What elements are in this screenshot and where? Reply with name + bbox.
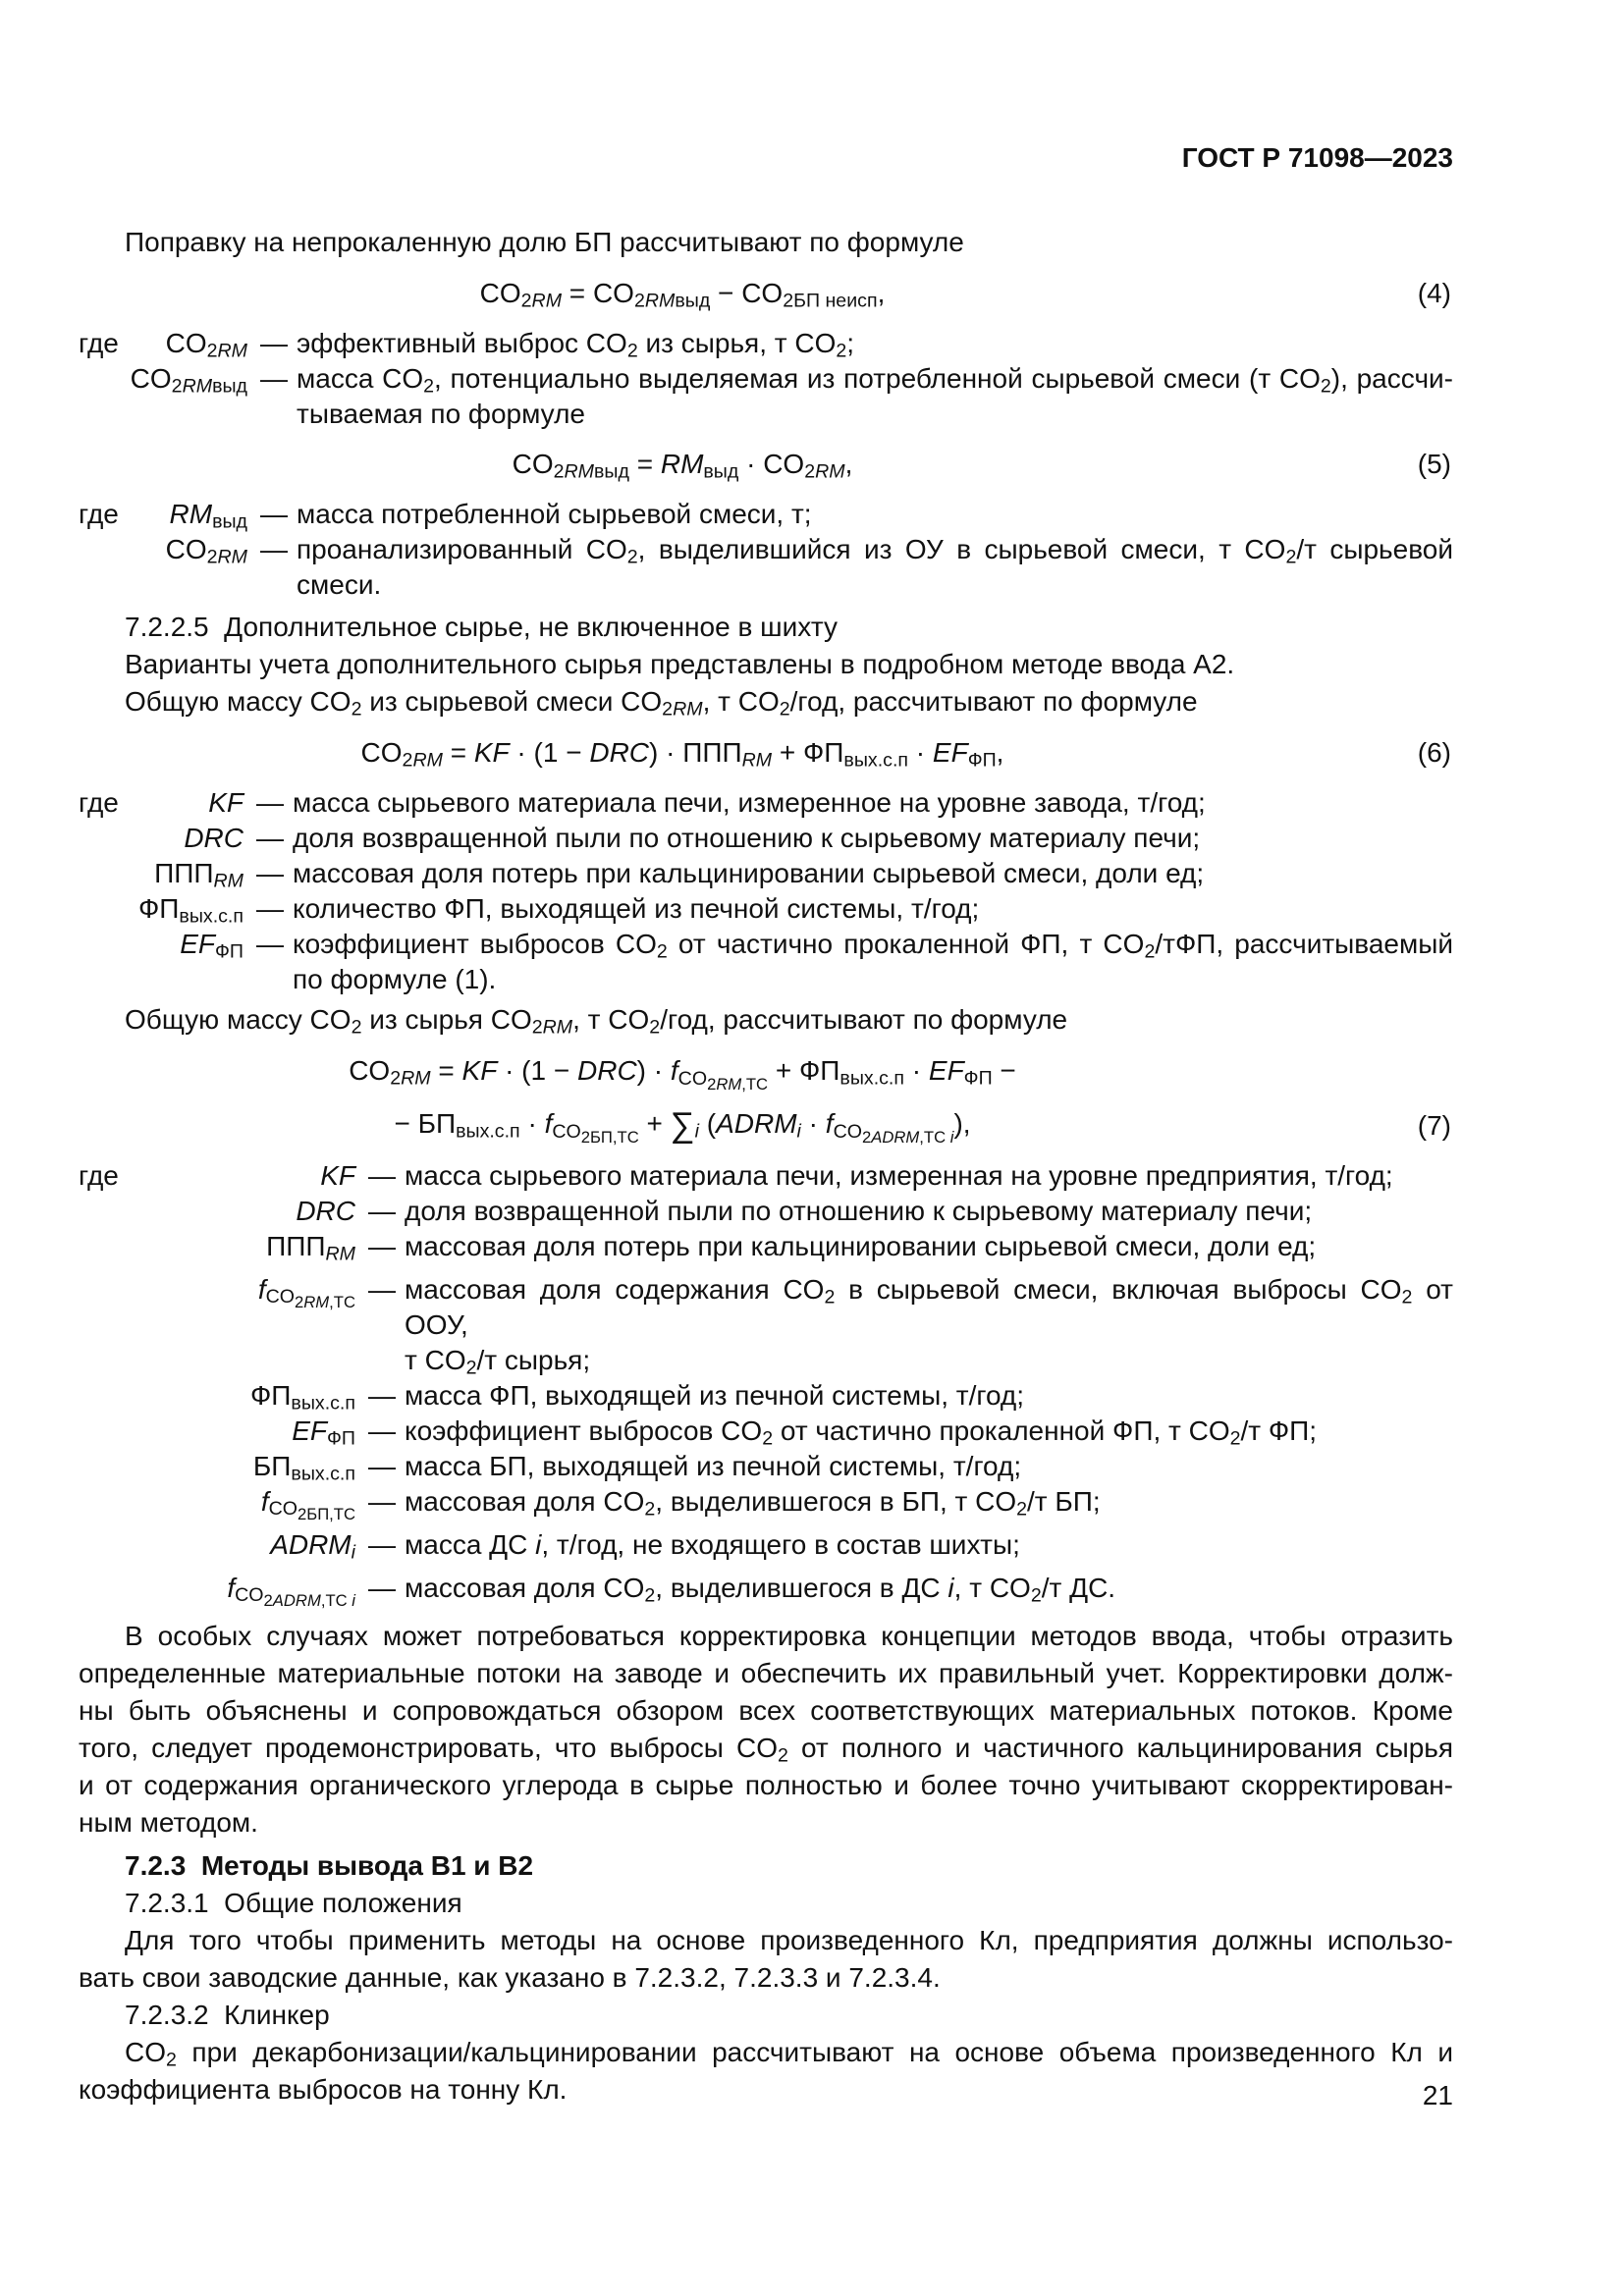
definition-text — [355, 1527, 1453, 1563]
term-symbol: $CO_{2RMвыд}$ — [130, 363, 247, 398]
paragraph-line: вать свои заводские данные, как указано в 7.2.3.2, 7.2.3.3 и 7.2.3.4. — [79, 1961, 941, 1993]
definition-row — [79, 1158, 1453, 1194]
definition-list-formula-7 — [79, 1158, 1454, 1611]
paragraph-line: коэффициента выбросов на тонну Кл. — [79, 2073, 568, 2105]
where-label: где — [79, 1159, 119, 1191]
term-symbol: $f_{CO_{2ADRM,ТС i}}$ — [227, 1572, 355, 1611]
definition-term — [79, 1484, 355, 1524]
definition-row — [79, 1414, 1453, 1449]
formula-6 — [79, 734, 1453, 772]
formula-7-line-2: − $БП_{вых.с.п} \cdot f_{CO_{2БП,ТС}} + \sum_i$ $(ADRM_i \cdot f_{CO_{2ADRM,ТС i}})$, — [394, 1105, 971, 1147]
term-symbol: $ППП_{RM}$ — [154, 858, 244, 892]
paragraph-line: Для того чтобы применить методы на основе произведенного Кл, предприятия должны использо- — [125, 1924, 1453, 1955]
formula-4-number: (4) — [1417, 278, 1451, 308]
dash-separator: — — [368, 1379, 396, 1411]
definition-line: масса ФП, выходящей из печной системы, т/год; — [405, 1379, 1025, 1411]
definition-line: доля возвращенной пыли по отношению к сырьевому материалу печи; — [293, 823, 1201, 853]
term-symbol: $ADRM_i$ — [270, 1528, 355, 1564]
page-number: 21 — [1422, 2080, 1453, 2110]
definition-row — [79, 1194, 1453, 1229]
definition-line: т $CO_2/т$ сырья; — [405, 1344, 591, 1379]
formula-7-line-1: $CO_{2RM}$ = KF · $(1 - DRC) \cdot f_{CO_{2RM,ТС}} + ФП_{вых.с.п} \cdot EF_{ФП}$ − — [349, 1055, 1016, 1094]
definition-term — [79, 1571, 355, 1611]
definition-term — [79, 497, 247, 532]
definition-term — [79, 821, 244, 856]
definition-term — [79, 1272, 355, 1378]
dash-separator: — — [256, 823, 284, 853]
definition-text — [355, 1571, 1453, 1606]
definition-line: по формуле (1). — [293, 964, 497, 994]
definition-term — [79, 1527, 355, 1563]
paragraph-line: В особых случаях может потребоваться корректировка концепции методов ввода, чтобы отразить — [125, 1620, 1453, 1651]
dash-separator: — — [368, 1415, 396, 1446]
definition-text — [355, 1484, 1453, 1520]
definition-list-formula-4 — [79, 326, 1453, 432]
definition-list-formula-5 — [79, 497, 1453, 603]
term-symbol: $EF_{ФП}$ — [180, 929, 244, 963]
formula-4-expression: $CO_{2RM} = CO_{2RMвыд} - CO_{2БП неисп}$, — [479, 278, 886, 312]
definition-row — [79, 1449, 1453, 1484]
term-symbol: KF — [320, 1159, 355, 1191]
definition-row — [79, 1272, 1453, 1378]
term-symbol: $ФП_{вых.с.п}$ — [137, 893, 244, 928]
definition-text — [247, 361, 1453, 432]
formula-5-number: (5) — [1417, 449, 1451, 479]
definition-row — [79, 532, 1453, 603]
term-symbol: $ФП_{вых.с.п}$ — [249, 1379, 355, 1415]
definition-text — [355, 1414, 1453, 1449]
dash-separator: — — [368, 1230, 396, 1261]
definition-row — [79, 927, 1453, 997]
dash-separator: — — [368, 1450, 396, 1481]
definition-line: смеси. — [297, 569, 382, 600]
definition-text — [355, 1378, 1453, 1414]
paragraph-methods-b — [79, 1922, 1453, 1997]
paragraph-line: того, следует продемонстрировать, что выбросы $CO_2$ от полного и частичного кальцинирования сырья — [79, 1732, 1454, 1767]
paragraph-intro: Поправку на непрокаленную долю БП рассчитывают по формуле — [125, 227, 964, 257]
definition-line: проанализированный $CO_2$, выделившийся из ОУ в сырьевой смеси, т $CO_2/т$ сырьевой — [297, 534, 1453, 568]
term-symbol: KF — [208, 787, 244, 818]
definition-text — [247, 497, 1453, 532]
definition-row — [79, 856, 1453, 891]
paragraph-line: ны быть объяснены и сопровождаться обзором всех соответствующих материальных потоков. Кроме — [79, 1694, 1453, 1726]
definition-line: массовая доля потерь при кальцинировании сырьевой смеси, доли ед; — [405, 1230, 1317, 1261]
definition-line: эффективный выброс $CO_2$ из сырья, т $CO_2$; — [297, 328, 855, 362]
heading-7-2-2-5: 7.2.2.5 Дополнительное сырье, не включенное в шихту — [125, 612, 839, 642]
dash-separator: — — [256, 858, 284, 888]
heading-7-2-3-1: 7.2.3.1 Общие положения — [125, 1887, 462, 1918]
definition-term — [79, 1449, 355, 1484]
definition-text — [247, 532, 1453, 603]
dash-separator: — — [368, 1273, 396, 1305]
definition-term — [79, 361, 247, 432]
term-symbol: $БП_{вых.с.п}$ — [252, 1450, 355, 1485]
formula-5 — [79, 446, 1453, 483]
definition-line: масса потребленной сырьевой смеси, т; — [297, 499, 812, 529]
where-label: где — [79, 499, 119, 529]
formula-5-expression: $CO_{2RMвыд} = RM_{выд} \cdot CO_{2RM}$, — [512, 449, 853, 483]
definition-row — [79, 821, 1453, 856]
paragraph-line: ным методом. — [79, 1806, 258, 1838]
definition-term — [79, 1378, 355, 1414]
definition-line: доля возвращенной пыли по отношению к сырьевому материалу печи; — [405, 1195, 1313, 1226]
heading-7-2-3-2: 7.2.3.2 Клинкер — [125, 1999, 330, 2030]
term-symbol: $ППП_{RM}$ — [266, 1230, 355, 1265]
term-symbol: $f_{CO_{2БП,ТС}}$ — [260, 1485, 355, 1524]
definition-row — [79, 497, 1453, 532]
definition-line: масса сырьевого материала печи, измеренное на уровне завода, т/год; — [293, 787, 1206, 818]
definition-row — [79, 785, 1453, 821]
definition-line: количество ФП, выходящей из печной системы, т/год; — [293, 893, 980, 924]
formula-6-number: (6) — [1417, 737, 1451, 768]
dash-separator: — — [256, 929, 284, 959]
definition-text — [355, 1158, 1453, 1194]
definition-row — [79, 1571, 1453, 1611]
definition-term — [79, 1158, 355, 1194]
definition-text — [355, 1229, 1453, 1264]
definition-term — [79, 785, 244, 821]
definition-line: коэффициент выбросов $CO_2$ от частично прокаленной ФП, т $CO_2$/тФП, рассчитываемый — [293, 929, 1453, 963]
dash-separator: — — [256, 893, 284, 924]
definition-text — [244, 821, 1453, 856]
definition-text — [244, 891, 1453, 927]
paragraph-formula-7-intro: Общую массу $CO_2$ из сырья $CO_{2RM}$, т $CO_2$/год, рассчитывают по формуле — [125, 1004, 1068, 1039]
formula-7-number: (7) — [1417, 1109, 1451, 1141]
definition-line: массовая доля $CO_2$, выделившегося в ДС i, т $CO_2/т$ ДС. — [405, 1572, 1116, 1607]
term-symbol: DRC — [296, 1195, 355, 1226]
heading-7-2-3: 7.2.3 Методы вывода В1 и В2 — [125, 1849, 534, 1881]
dash-separator: — — [368, 1159, 396, 1191]
definition-line: коэффициент выбросов $CO_2$ от частично прокаленной ФП, т $CO_2/т$ ФП; — [405, 1415, 1318, 1450]
definition-line: масса $CO_2$, потенциально выделяемая из потребленной сырьевой смеси (т $CO_2$), рассчи- — [297, 363, 1453, 398]
definition-term — [79, 326, 247, 361]
definition-line: тываемая по формуле — [297, 399, 585, 429]
definition-line: массовая доля потерь при кальцинировании сырьевой смеси, доли ед; — [293, 858, 1205, 888]
definition-list-formula-6 — [79, 785, 1453, 997]
definition-text — [355, 1272, 1453, 1378]
definition-row — [79, 1378, 1453, 1414]
document-code: ГОСТ Р 71098—2023 — [1181, 142, 1453, 173]
definition-term — [79, 856, 244, 891]
definition-line: масса сырьевого материала печи, измеренная на уровне предприятия, т/год; — [405, 1159, 1393, 1191]
definition-text — [244, 856, 1453, 891]
paragraph-clinker — [79, 2034, 1453, 2109]
formula-7 — [79, 1052, 1453, 1145]
definition-text — [247, 326, 1453, 361]
dash-separator: — — [368, 1572, 396, 1603]
definition-line: масса БП, выходящей из печной системы, т/год; — [405, 1450, 1022, 1481]
paragraph-line: и от содержания органического углерода в сырье полностью и более точно учитывают скорректирован- — [79, 1769, 1453, 1800]
definition-term — [79, 1229, 355, 1264]
paragraph-variants-a2: Варианты учета дополнительного сырья представлены в подробном методе ввода А2. — [125, 649, 1235, 679]
definition-row — [79, 1484, 1453, 1524]
definition-term — [79, 1194, 355, 1229]
dash-separator: — — [368, 1528, 396, 1560]
definition-row — [79, 361, 1453, 432]
where-label: где — [79, 787, 119, 818]
definition-line: масса ДС i, т/год, не входящего в состав шихты; — [405, 1528, 1020, 1560]
definition-row — [79, 1229, 1453, 1264]
definition-line: массовая доля $CO_2$, выделившегося в БП, т $CO_2/т$ БП; — [405, 1485, 1101, 1521]
definition-row — [79, 1527, 1453, 1563]
paragraph-line: $CO_2$ при декарбонизации/кальцинировании рассчитывают на основе объема произведенного Кл и — [125, 2036, 1453, 2071]
dash-separator: — — [260, 499, 288, 529]
definition-text — [244, 927, 1453, 997]
dash-separator: — — [260, 328, 288, 358]
dash-separator: — — [368, 1485, 396, 1517]
paragraph-corrections — [79, 1618, 1453, 1842]
term-symbol: $CO_{2RM}$ — [165, 534, 247, 568]
term-symbol: $RM_{выд}$ — [169, 499, 247, 533]
paragraph-line: определенные материальные потоки на заводе и обеспечить их правильный учет. Корректировки долж- — [79, 1657, 1453, 1688]
definition-text — [244, 785, 1453, 821]
dash-separator: — — [260, 363, 288, 394]
term-symbol: $f_{CO_{2RM,ТС}}$ — [257, 1273, 355, 1312]
where-label: где — [79, 328, 119, 358]
formula-4 — [79, 275, 1453, 312]
definition-row — [79, 891, 1453, 927]
dash-separator: — — [260, 534, 288, 564]
paragraph-formula-6-intro: Общую массу $CO_2$ из сырьевой смеси $CO_{2RM}$, т $CO_2$/год, рассчитывают по формуле — [125, 686, 1198, 721]
term-symbol: DRC — [184, 823, 244, 853]
definition-term — [79, 1414, 355, 1449]
term-symbol: $CO_{2RM}$ — [165, 328, 247, 362]
definition-term — [79, 532, 247, 603]
term-symbol: $EF_{ФП}$ — [292, 1415, 355, 1450]
dash-separator: — — [256, 787, 284, 818]
definition-row — [79, 326, 1453, 361]
definition-text — [355, 1449, 1453, 1484]
formula-6-expression: $CO_{2RM}$ = KF · $(1 - DRC) \cdot ППП_{RM} + ФП_{вых.с.п} \cdot EF_{ФП}$, — [360, 737, 1004, 772]
definition-line: массовая доля содержания $CO_2$ в сырьевой смеси, включая выбросы $CO_2$ от ООУ, — [405, 1273, 1454, 1340]
definition-term — [79, 927, 244, 997]
dash-separator: — — [368, 1195, 396, 1226]
definition-term — [79, 891, 244, 927]
definition-text — [355, 1194, 1453, 1229]
